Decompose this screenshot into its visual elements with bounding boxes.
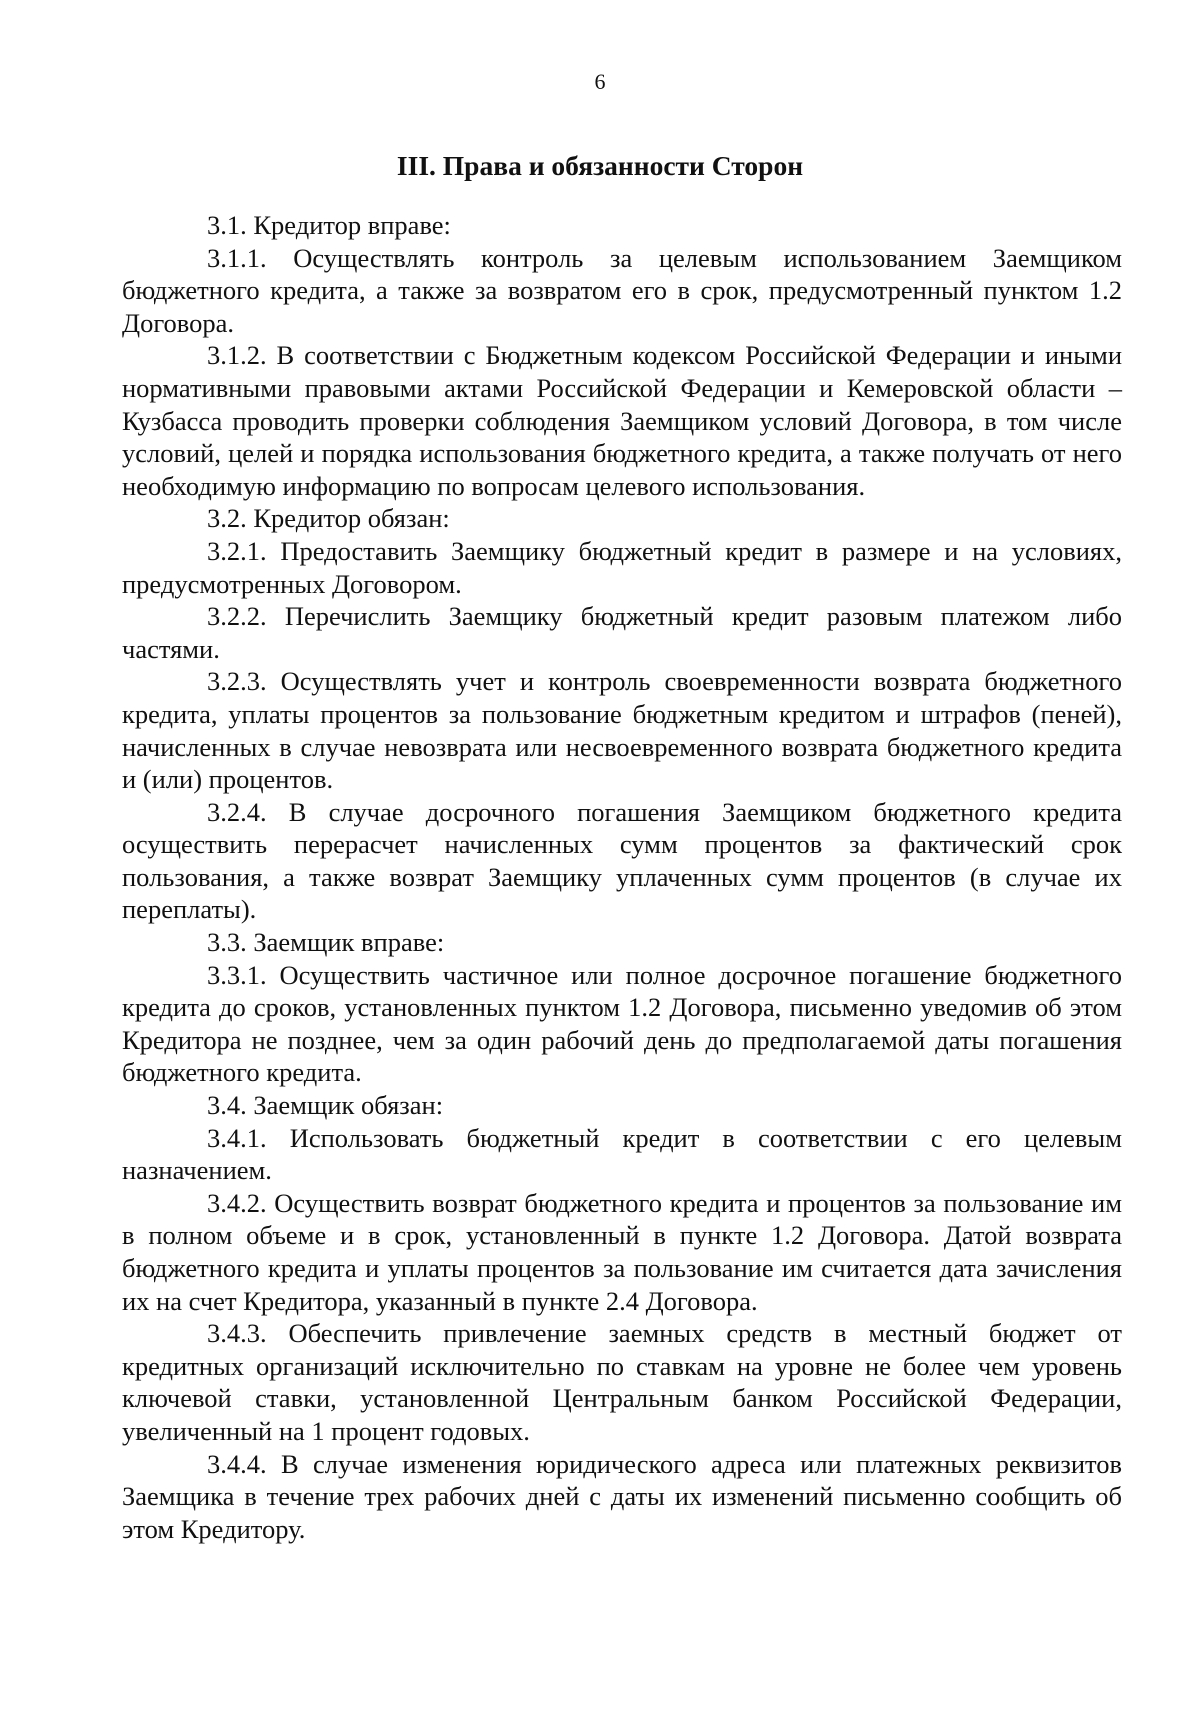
clause-3-1: 3.1. Кредитор вправе: bbox=[207, 210, 451, 240]
section-title: III. Права и обязанности Сторон bbox=[396, 150, 804, 181]
clause-3-4-4: 3.4.4. В случае изменения юридического адреса или платежных реквизитов Заемщика в течение трех рабочих дней с даты их изменений письменно сообщить об этом Кредитору. bbox=[122, 1448, 1122, 1544]
clause-3-4: 3.4. Заемщик обязан: bbox=[207, 1090, 444, 1121]
clause-3-1-2: 3.1.2. В соответствии с Бюджетным кодексом Российской Федерации и иными нормативными правовыми актами Российской Федерации и Кемеровской области – Кузбасса проводить проверки соблюдения Заемщиком условий Договора, в том числе условий, целей и порядка использования бюджетного кредита, а также получать от него необходимую информацию по вопросам целевого использования. bbox=[122, 340, 1122, 501]
clause-3-2-1: 3.2.1. Предоставить Заемщику бюджетный кредит в размере и на условиях, предусмотренных Договором. bbox=[122, 535, 1122, 599]
clause-3-3: 3.3. Заемщик вправе: bbox=[207, 927, 445, 958]
clause-3-2: 3.2. Кредитор обязан: bbox=[207, 503, 450, 534]
clause-3-4-3: 3.4.3. Обеспечить привлечение заемных средств в местный бюджет от кредитных организаций исключительно по ставкам на уровне не более чем уровень ключевой ставки, установленной Центральным банком Российской Федерации, увеличенный на 1 процент годовых. bbox=[122, 1318, 1122, 1446]
section-body bbox=[122, 209, 1122, 1545]
clause-3-2-3: 3.2.3. Осуществлять учет и контроль своевременности возврата бюджетного кредита, уплаты процентов за пользование бюджетным кредитом и штрафов (пеней), начисленных в случае невозврата или несвоевременного возврата бюджетного кредита и (или) процентов. bbox=[122, 666, 1122, 795]
clause-3-3-1: 3.3.1. Осуществить частичное или полное досрочное погашение бюджетного кредита до сроков, установленных пунктом 1.2 Договора, письменно уведомив об этом Кредитора не позднее, чем за один рабочий день до предполагаемой даты погашения бюджетного кредита. bbox=[122, 959, 1122, 1088]
clause-3-4-1: 3.4.1. Использовать бюджетный кредит в соответствии с его целевым назначением. bbox=[122, 1122, 1122, 1186]
clause-3-2-4: 3.2.4. В случае досрочного погашения Заемщиком бюджетного кредита осуществить перерасчет начисленных сумм процентов за фактический срок пользования, а также возврат Заемщику уплаченных сумм процентов (в случае их переплаты). bbox=[122, 796, 1122, 925]
clause-3-2-2: 3.2.2. Перечислить Заемщику бюджетный кредит разовым платежом либо частями. bbox=[122, 601, 1122, 664]
clause-3-4-2: 3.4.2. Осуществить возврат бюджетного кредита и процентов за пользование им в полном объеме и в срок, установленный в пункте 1.2 Договора. Датой возврата бюджетного кредита и уплаты процентов за пользование им считается дата зачисления их на счет Кредитора, указанный в пункте 2.4 Договора. bbox=[122, 1187, 1122, 1316]
page-number: 6 bbox=[594, 69, 606, 94]
clause-3-1-1: 3.1.1. Осуществлять контроль за целевым использованием Заемщиком бюджетного кредита, а также за возвратом его в срок, предусмотренный пунктом 1.2 Договора. bbox=[122, 242, 1122, 338]
